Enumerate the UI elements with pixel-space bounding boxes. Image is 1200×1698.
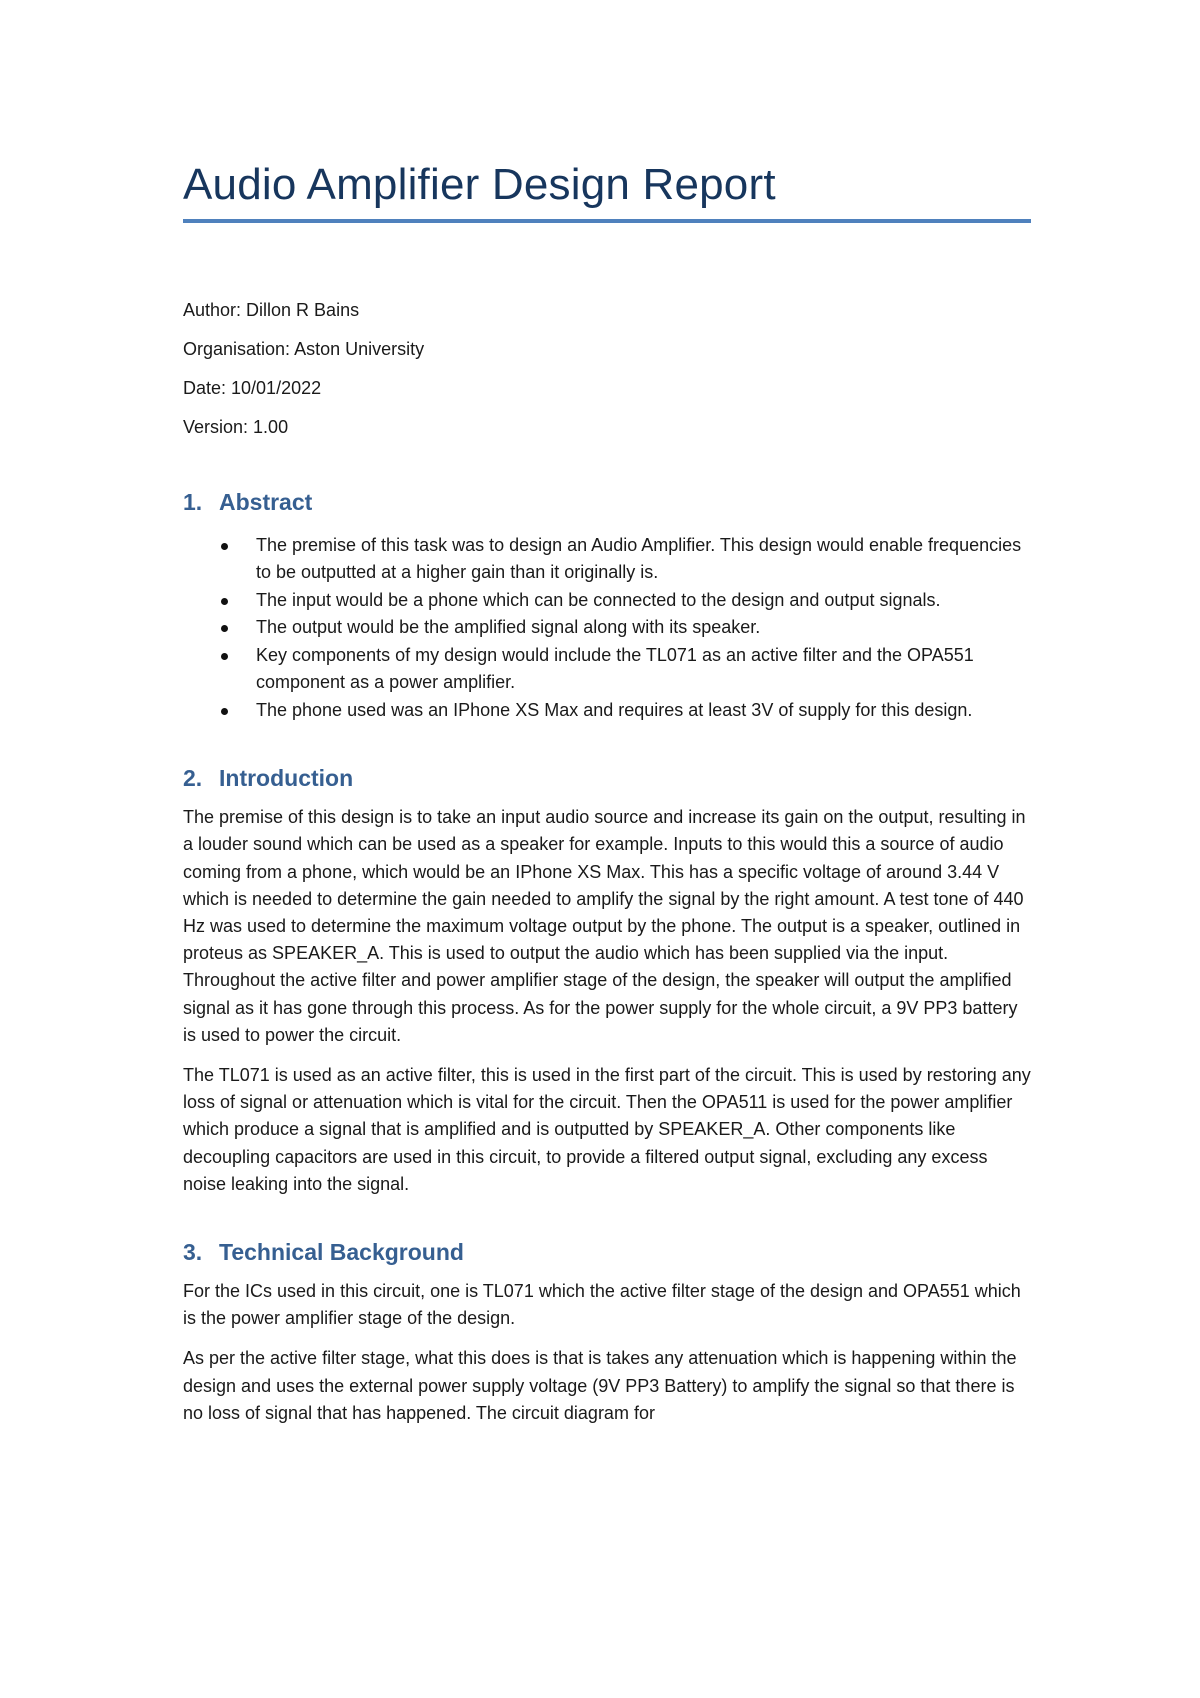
bullet-icon xyxy=(221,708,228,715)
section-number: 1. xyxy=(183,488,203,515)
introduction-heading xyxy=(183,764,1033,792)
date-line: Date: 10/01/2022 xyxy=(183,377,322,398)
body-paragraph: As per the active filter stage, what this does is that is takes any attenuation which is happening within the design and uses the external power supply voltage (9V PP3 Battery) to amplify the signal so that there is no loss of signal that has happened. The circuit diagram for xyxy=(183,1348,1017,1423)
introduction-section xyxy=(183,764,1033,1198)
bullet-item xyxy=(183,614,1033,642)
organisation-line: Organisation: Aston University xyxy=(183,338,425,359)
body-paragraph: The TL071 is used as an active filter, this is used in the first part of the circuit. This is used by restoring any loss of signal or attenuation which is vital for the circuit. Then the OPA511 is used for the power amplifier which produce a signal that is amplified and is outputted by SPEAKER_A. Other components like decoupling capacitors are used in this circuit, to provide a filtered output signal, excluding any excess noise leaking into the signal. xyxy=(183,1064,1031,1194)
body-paragraph: The premise of this design is to take an input audio source and increase its gain on the output, resulting in a louder sound which can be used as a speaker for example. Inputs to this would this a source of audio coming from a phone, which would be an IPhone XS Max. This has a specific voltage of around 3.44 V which is needed to determine the gain needed to amplify the signal by the right amount. A test tone of 440 Hz was used to determine the maximum voltage output by the phone. The output is a speaker, outlined in proteus as SPEAKER_A. This is used to output the audio which has been supplied via the input. Throughout the active filter and power amplifier stage of the design, the speaker will output the amplified signal as it has gone through this process. As for the power supply for the whole circuit, a 9V PP3 battery is used to power the circuit. xyxy=(183,807,1026,1045)
bullet-icon xyxy=(221,653,228,660)
document-metadata xyxy=(183,299,1033,438)
document-content xyxy=(183,160,1033,1427)
bullet-icon xyxy=(221,598,228,605)
technical-background-section xyxy=(183,1238,1033,1427)
bullet-text: The premise of this task was to design an Audio Amplifier. This design would enable frequencies to be outputted at a higher gain than it originally is. xyxy=(256,534,1022,583)
section-title: Introduction xyxy=(219,765,354,792)
bullet-text: Key components of my design would include the TL071 as an active filter and the OPA551 component as a power amplifier. xyxy=(256,644,974,693)
section-number: 2. xyxy=(183,765,203,792)
abstract-bullet-list xyxy=(183,532,1033,725)
section-title: Technical Background xyxy=(219,1238,464,1265)
bullet-text: The phone used was an IPhone XS Max and requires at least 3V of supply for this design. xyxy=(256,699,973,720)
bullet-icon xyxy=(221,625,228,632)
abstract-section xyxy=(183,488,1033,725)
document-title: Audio Amplifier Design Report xyxy=(183,160,776,209)
bullet-item xyxy=(183,532,1033,587)
bullet-item xyxy=(183,697,1033,725)
bullet-text: The output would be the amplified signal along with its speaker. xyxy=(256,617,761,638)
bullet-text: The input would be a phone which can be connected to the design and output signals. xyxy=(256,589,941,610)
version-line: Version: 1.00 xyxy=(183,416,289,437)
abstract-heading xyxy=(183,488,1033,516)
bullet-item xyxy=(183,642,1033,697)
author-line: Author: Dillon R Bains xyxy=(183,299,360,320)
bullet-item xyxy=(183,587,1033,615)
section-number: 3. xyxy=(183,1238,203,1265)
bullet-icon xyxy=(221,543,228,550)
title-underline xyxy=(183,219,1031,223)
technical-background-heading xyxy=(183,1238,1033,1266)
body-paragraph: For the ICs used in this circuit, one is TL071 which the active filter stage of the design and OPA551 which is the power amplifier stage of the design. xyxy=(183,1280,1021,1329)
section-title: Abstract xyxy=(219,488,313,515)
